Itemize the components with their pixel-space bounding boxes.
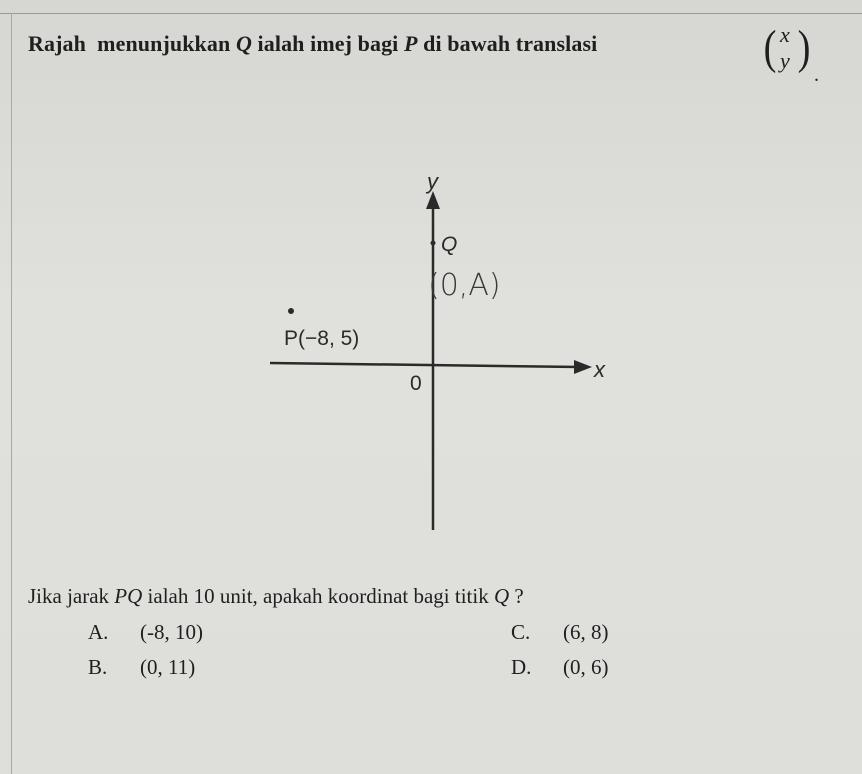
- point-p-label: P(−8, 5): [284, 327, 360, 350]
- intro-text-2: ialah imej bagi: [257, 31, 399, 56]
- stem-text-1: Jika jarak: [28, 584, 110, 608]
- top-border-line: [0, 13, 862, 14]
- y-axis-label: y: [427, 169, 438, 194]
- vector-right-paren: ): [797, 21, 811, 74]
- option-d-value: (0, 6): [563, 655, 609, 679]
- stem-q: Q: [493, 584, 510, 608]
- intro-text-3: di bawah translasi: [423, 31, 598, 56]
- vector-top: x: [780, 22, 790, 47]
- point-q-marker: [431, 241, 436, 246]
- handwritten-note: (0,A): [428, 268, 501, 303]
- option-c-letter: C.: [511, 620, 531, 644]
- point-q-label: Q: [441, 233, 458, 256]
- stem-pq: PQ: [114, 584, 143, 608]
- vector-left-paren: (: [763, 21, 777, 74]
- intro-text-1: menunjukkan: [97, 31, 231, 56]
- option-c[interactable]: [511, 619, 609, 645]
- translation-vector: [762, 20, 819, 86]
- stem-text-2: ialah 10 unit, apakah koordinat bagi titik: [147, 584, 489, 608]
- option-a-letter: A.: [88, 620, 109, 644]
- intro-label: Rajah: [28, 31, 86, 56]
- question-intro: [28, 30, 597, 58]
- option-b-letter: B.: [88, 655, 108, 679]
- x-axis-label: x: [594, 357, 605, 382]
- stem-end: ?: [514, 584, 524, 608]
- option-b[interactable]: [88, 654, 195, 680]
- option-d[interactable]: [511, 654, 609, 680]
- intro-p: P: [404, 31, 418, 56]
- question-stem: [28, 583, 524, 609]
- intro-q: Q: [235, 31, 252, 56]
- origin-label: 0: [410, 372, 422, 395]
- coordinate-diagram: [260, 165, 605, 535]
- vector-period: .: [814, 64, 819, 86]
- option-a[interactable]: [88, 619, 203, 645]
- option-a-value: (-8, 10): [140, 620, 203, 644]
- left-border-line: [11, 13, 12, 774]
- option-d-letter: D.: [511, 655, 532, 679]
- option-c-value: (6, 8): [563, 620, 609, 644]
- x-axis: [270, 363, 580, 367]
- x-axis-arrowhead: [574, 360, 592, 374]
- option-b-value: (0, 11): [140, 655, 196, 679]
- point-p-marker: [288, 308, 294, 314]
- vector-bottom: y: [780, 48, 790, 73]
